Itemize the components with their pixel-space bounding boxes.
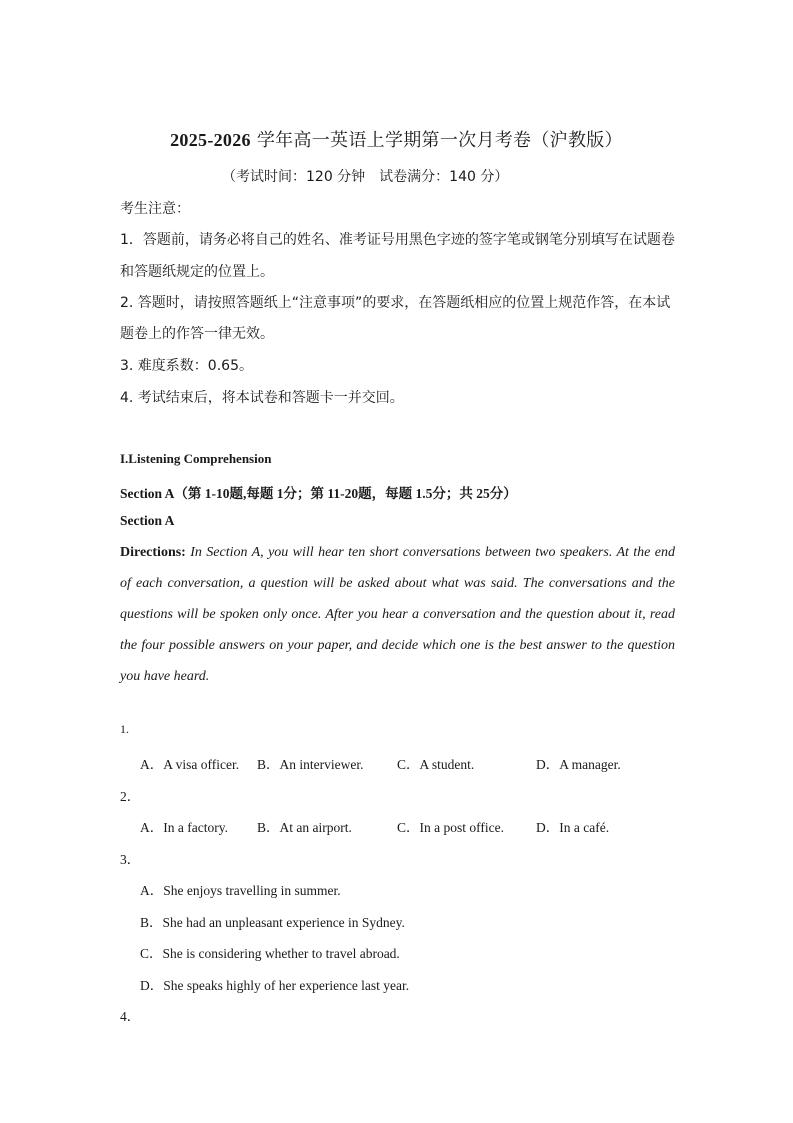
directions-text: In Section A, you will hear ten short conversations between two speakers. At the end of each conversation, a question will be asked about what was said. The conversations and the questions will be spoken only once. After you hear a conversation and the question about it, read the four possible answers on your paper, and decide which one is the best answer to the question you have heard. xyxy=(120,545,675,684)
question-1-option-b: B．An interviewer. xyxy=(257,757,364,772)
question-3-option-a: A．She enjoys travelling in summer. xyxy=(140,883,341,898)
question-1-option-a: A．A visa officer. xyxy=(140,757,240,772)
notice-item-1-line-1: 1．答题前，请务必将自己的姓名、准考证号用黑色字迹的签字笔或钢笔分别填写在试题卷 xyxy=(120,232,675,248)
question-3-option-b: B．She had an unpleasant experience in Sydney. xyxy=(140,915,405,930)
part-heading-listening: I.Listening Comprehension xyxy=(120,451,272,466)
question-1-option-c: C．A student. xyxy=(397,757,475,772)
notice-item-3: 3. 难度系数：0.65。 xyxy=(120,358,253,374)
notice-item-2-line-2: 题卷上的作答一律无效。 xyxy=(120,326,274,342)
question-2-number: 2． xyxy=(120,789,141,804)
notice-item-1-line-2: 和答题纸规定的位置上。 xyxy=(120,264,274,280)
exam-title-text: 学年高一英语上学期第一次月考卷（沪教版） xyxy=(250,130,623,151)
question-2-option-a: A．In a factory. xyxy=(140,820,228,835)
exam-title xyxy=(0,126,793,152)
question-2-option-d: D．In a café. xyxy=(536,820,610,835)
section-a-scoring-line: Section A（第 1-10题,每题 1分；第 11-20题，每题 1.5分；共 25分） xyxy=(120,486,517,501)
question-4-number: 4． xyxy=(120,1009,141,1024)
question-1-number: 1. xyxy=(120,722,129,736)
section-a-label: Section A xyxy=(120,513,175,528)
notice-item-4: 4. 考试结束后，将本试卷和答题卡一并交回。 xyxy=(120,390,404,406)
question-3-option-c: C．She is considering whether to travel abroad. xyxy=(140,946,400,961)
question-1-option-d: D．A manager. xyxy=(536,757,621,772)
notice-heading: 考生注意： xyxy=(120,201,190,217)
question-2-option-c: C．In a post office. xyxy=(397,820,504,835)
directions-paragraph xyxy=(120,537,675,692)
notice-item-2-line-1: 2. 答题时，请按照答题纸上“注意事项”的要求，在答题纸相应的位置上规范作答，在本试 xyxy=(120,295,671,311)
exam-title-year: 2025-2026 xyxy=(170,130,251,150)
question-3-number: 3． xyxy=(120,852,141,867)
exam-subtitle: （考试时间：120 分钟 试卷满分：140 分） xyxy=(222,169,509,185)
question-2-option-b: B．At an airport. xyxy=(257,820,352,835)
question-3-option-d: D．She speaks highly of her experience last year. xyxy=(140,978,410,993)
directions-label: Directions: xyxy=(120,545,186,560)
